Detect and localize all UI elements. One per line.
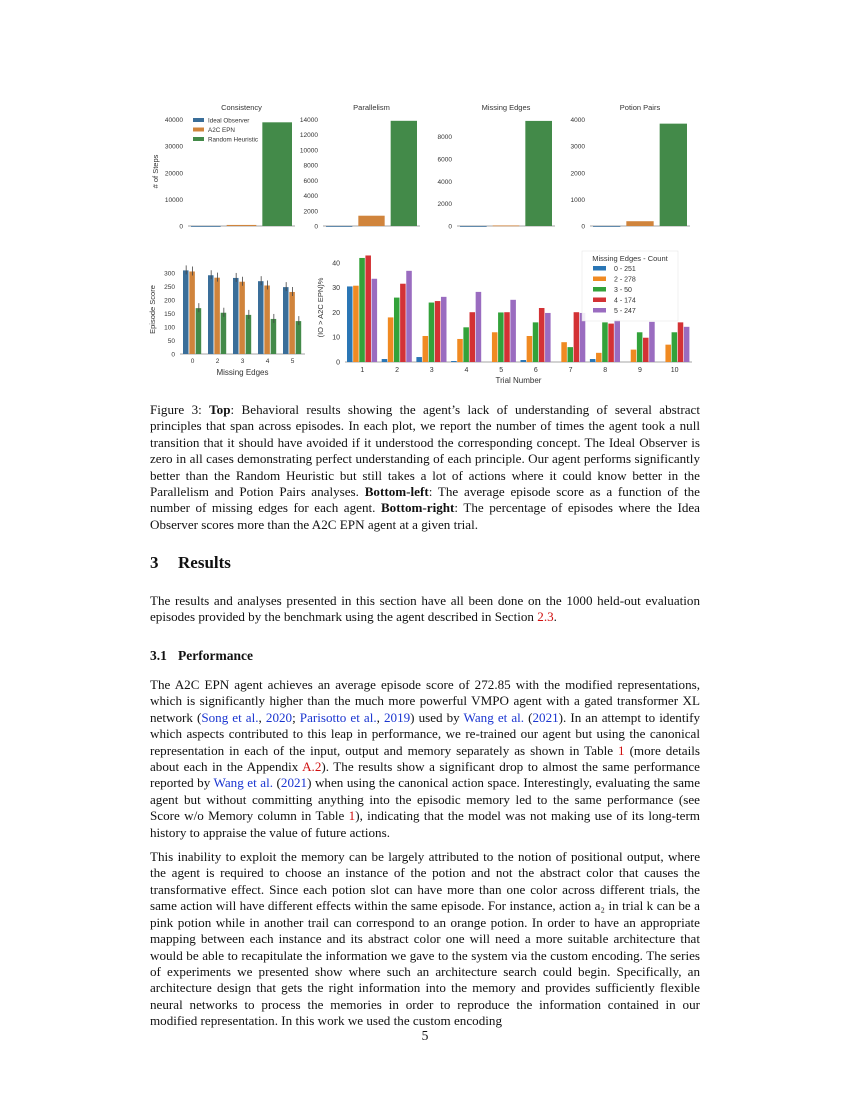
y-tick-label: 200 <box>164 297 175 305</box>
bar <box>504 312 510 362</box>
results-paragraph: The results and analyses presented in this section have all been done on the 1000 held-out evaluation episodes provided by the benchmark using the agent described in Section 2.3. <box>150 593 700 625</box>
y-axis-label: (IO > A2C EPN)% <box>316 277 325 338</box>
bar <box>460 226 487 227</box>
y-tick-label: 8000 <box>303 162 318 170</box>
bar <box>191 226 221 227</box>
bar <box>539 308 545 362</box>
y-tick-label: 40 <box>332 260 340 268</box>
citation-link[interactable]: Parisotto et al. <box>299 709 377 725</box>
bar <box>400 284 406 362</box>
legend-label: Random Heuristic <box>208 136 259 144</box>
y-tick-label: 14000 <box>299 116 318 124</box>
bar <box>423 336 429 362</box>
y-tick-label: 1000 <box>570 196 585 204</box>
legend-label: 3 - 50 <box>614 287 632 294</box>
y-tick-label: 50 <box>167 338 175 346</box>
bar <box>416 357 422 362</box>
bar <box>608 324 614 362</box>
bar <box>196 308 202 354</box>
bar <box>498 312 504 362</box>
y-tick-label: 0 <box>581 223 585 231</box>
bar <box>527 336 533 362</box>
section-link[interactable]: 2.3 <box>537 609 554 625</box>
y-tick-label: 3000 <box>570 143 585 151</box>
bar <box>221 313 227 354</box>
x-tick-label: 6 <box>533 367 538 374</box>
bar <box>271 319 277 354</box>
bar <box>239 282 245 354</box>
chart-title: Missing Edges <box>481 103 531 112</box>
bar <box>614 320 620 362</box>
y-tick-label: 30000 <box>164 143 183 151</box>
bar <box>678 322 684 362</box>
bar <box>264 285 270 354</box>
x-tick-label: 8 <box>603 367 608 374</box>
chart-title: Parallelism <box>353 103 390 112</box>
bar <box>637 332 643 362</box>
bar <box>492 332 498 362</box>
bar <box>510 300 516 362</box>
y-tick-label: 40000 <box>164 117 183 125</box>
y-tick-label: 10 <box>332 334 340 342</box>
bar <box>470 312 476 362</box>
x-tick-label: 3 <box>429 367 434 374</box>
bar <box>521 360 527 362</box>
bar <box>233 278 239 354</box>
bar <box>189 271 195 354</box>
bar <box>567 347 573 362</box>
bar <box>649 322 655 362</box>
legend-swatch <box>593 266 606 271</box>
bar <box>208 275 214 354</box>
x-tick-label: 4 <box>464 367 469 374</box>
legend-label: 0 - 251 <box>614 266 636 273</box>
y-axis-label: # of Steps <box>151 154 160 189</box>
x-tick-label: 7 <box>568 367 573 374</box>
table-link[interactable]: 1 <box>618 742 625 758</box>
y-tick-label: 0 <box>179 223 183 231</box>
bar <box>660 124 687 226</box>
bar <box>372 279 378 362</box>
citation-year-link[interactable]: 2021 <box>280 775 308 791</box>
legend-swatch <box>193 128 204 132</box>
citation-link[interactable]: Wang et al. <box>213 775 273 791</box>
bar <box>463 327 469 362</box>
legend-swatch <box>593 308 606 313</box>
bar <box>684 327 690 362</box>
bar <box>429 303 435 362</box>
bar <box>493 225 520 226</box>
y-tick-label: 30 <box>332 285 340 293</box>
legend-swatch <box>193 137 204 141</box>
performance-text: The A2C EPN agent achieves an average episode score of 272.85 with the modified representations, which is significantly higher than the much more powerful VMPO agent with a gated transformer XL network (Song et al., 2020; Parisotto et al., 2019) used by Wang et al. (2021). In an attempt to identify which aspects contributed to this leap in performance, we re-trained our agent but using the canonical representation in each of the input, output and memory separately as shown in Table 1 (more details about each in the Appendix A.2). The results show a significant drop to almost the same performance reported by Wang et al. (2021) when using the canonical action space. Interestingly, evaluating the same agent but without committing anything into the episodic memory led to the same performance (see Score w/o Memory column in Table 1), indicating that the model was not making use of its long-term history to appraise the value of future actions. This inability to exploit the memory can be largely attributed to the notion of positional output, where the agent is required to choose an instance of the potion and not the abstract color that causes the transformative effect. Since each potion slot can have more than one color across different trials, the same action will have different effects within the same episode. For instance, action a₂ in trial k can be a pink potion while in another trail can correspond to an orange potion. In order to have an appropriate mapping between each instance and its abstract color one will need a more suitable architecture that would be able to recapitulate the information we gave to the system via the custom encoding. The series of experiments we presented show where such an architecture search could begin. Specifically, an architecture design that gets the right information into the memory and provides sufficiently flexible neural networks to process the memories in order to reproduce the information contained in our modified representation. In this work we used the custom encoding <box>150 677 701 1029</box>
y-axis-label: Episode Score <box>148 285 157 334</box>
legend-swatch <box>593 287 606 292</box>
x-tick-label: 4 <box>265 358 270 365</box>
citation-year-link[interactable]: 2021 <box>532 709 559 725</box>
y-tick-label: 6000 <box>303 177 318 185</box>
x-tick-label: 5 <box>499 367 504 374</box>
y-tick-label: 0 <box>336 359 340 367</box>
y-tick-label: 4000 <box>437 178 452 186</box>
y-tick-label: 10000 <box>164 196 183 204</box>
bar <box>289 292 295 354</box>
bar <box>183 270 189 354</box>
x-tick-label: 2 <box>215 358 220 365</box>
bar <box>435 301 441 362</box>
bar <box>590 359 596 362</box>
chart-title: Potion Pairs <box>619 103 661 112</box>
y-tick-label: 0 <box>171 351 175 359</box>
bar <box>596 353 602 362</box>
bar <box>533 322 539 362</box>
bar <box>262 122 292 226</box>
bar <box>457 339 463 362</box>
legend-swatch <box>193 118 204 122</box>
bar <box>451 361 457 362</box>
bar <box>561 342 567 362</box>
section-heading-results: 3 Results <box>150 553 231 572</box>
chart-title: Consistency <box>221 103 262 112</box>
y-tick-label: 8000 <box>437 134 452 142</box>
x-axis-label: Missing Edges <box>216 368 269 377</box>
y-tick-label: 2000 <box>570 170 585 178</box>
bar <box>358 216 384 226</box>
citation-year-link[interactable]: 2019 <box>383 709 411 725</box>
y-tick-label: 150 <box>164 311 175 319</box>
bar <box>391 121 417 226</box>
legend-label: 5 - 247 <box>614 308 636 315</box>
y-tick-label: 20 <box>332 309 340 317</box>
x-tick-label: 9 <box>637 367 642 374</box>
y-tick-label: 10000 <box>299 147 318 155</box>
citation-link[interactable]: Song et al. <box>201 709 259 725</box>
x-tick-label: 3 <box>240 358 245 365</box>
citation-year-link[interactable]: 2020 <box>265 709 293 725</box>
bar <box>441 297 447 362</box>
bar <box>246 315 252 354</box>
bar <box>626 221 653 226</box>
legend-label: A2C EPN <box>208 127 235 134</box>
bar <box>214 278 220 354</box>
bar <box>326 226 352 227</box>
appendix-link[interactable]: A.2 <box>302 759 322 775</box>
x-tick-label: 10 <box>670 367 679 374</box>
bar <box>394 298 400 362</box>
y-tick-label: 12000 <box>299 132 318 140</box>
bar <box>593 226 620 227</box>
legend-swatch <box>593 298 606 303</box>
y-tick-label: 6000 <box>437 156 452 164</box>
bar <box>406 271 412 362</box>
subsection-heading-performance: 3.1 Performance <box>150 648 253 663</box>
bar <box>347 286 353 362</box>
page-number: 5 <box>421 1028 429 1043</box>
bar <box>258 281 264 354</box>
y-tick-label: 250 <box>164 284 175 292</box>
bar <box>227 225 257 226</box>
y-tick-label: 300 <box>164 270 175 278</box>
legend-swatch <box>593 277 606 282</box>
y-tick-label: 2000 <box>303 208 318 216</box>
y-tick-label: 4000 <box>570 117 585 125</box>
x-tick-label: 1 <box>360 367 365 374</box>
bar <box>359 258 365 362</box>
legend-label: 2 - 278 <box>614 276 636 284</box>
bar <box>672 332 678 362</box>
bar <box>665 345 671 362</box>
bar <box>353 286 359 362</box>
bar <box>574 312 580 362</box>
legend-title: Missing Edges - Count <box>592 254 668 263</box>
bar <box>545 313 551 362</box>
table-link[interactable]: 1 <box>348 808 356 824</box>
x-tick-label: 0 <box>190 358 195 365</box>
bar <box>643 338 649 362</box>
legend-label: Ideal Observer <box>208 117 250 125</box>
bar <box>631 350 637 362</box>
y-tick-label: 20000 <box>164 170 183 178</box>
bar <box>388 317 394 362</box>
x-tick-label: 2 <box>395 367 400 374</box>
bar <box>296 321 302 354</box>
y-tick-label: 0 <box>448 223 452 231</box>
y-tick-label: 0 <box>314 223 318 231</box>
legend-label: 4 - 174 <box>614 297 636 305</box>
bar <box>602 322 608 362</box>
bar <box>382 359 388 362</box>
bar <box>525 121 552 226</box>
y-tick-label: 100 <box>164 324 175 332</box>
citation-link[interactable]: Wang et al. <box>463 709 525 725</box>
bar <box>365 255 371 362</box>
y-tick-label: 4000 <box>303 193 318 201</box>
bar <box>476 292 482 362</box>
x-axis-label: Trial Number <box>495 376 542 385</box>
bar <box>283 287 289 354</box>
figure-caption: Figure 3: Top: Behavioral results showing the agent’s lack of understanding of several abstract principles that span across episodes. In each plot, we report the number of times the agent took a null transition that it should have avoided if it understood the corresponding concept. The Ideal Observer is zero in all cases demonstrating perfect understanding of each principle. Our agent performs significantly better than the Random Heuristic but still takes a lot of actions where it could know better in the Parallelism and Potion Pairs analyses. Bottom-left: The average episode score as a function of the number of missing edges for each agent. Bottom-right: The percentage of episodes where the Idea Observer scores more than the A2C EPN agent at a given trial. <box>150 402 700 532</box>
x-tick-label: 5 <box>290 358 295 365</box>
figure-3 <box>0 0 850 400</box>
y-tick-label: 2000 <box>437 201 452 209</box>
